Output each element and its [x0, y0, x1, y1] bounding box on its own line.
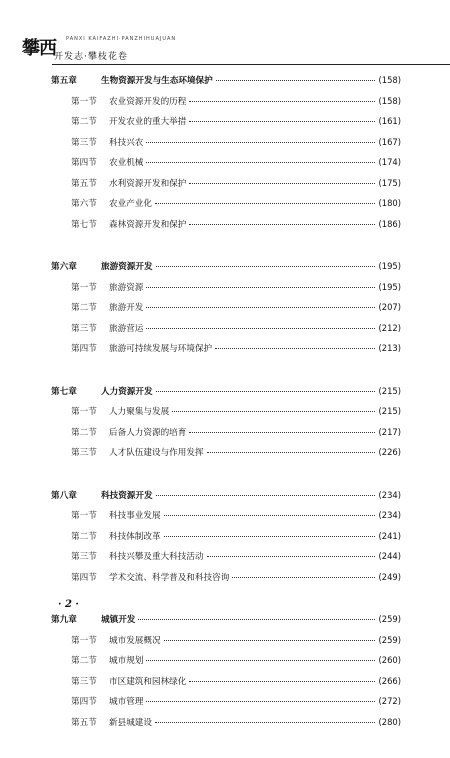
entry-page: (280) [378, 716, 401, 727]
chapter-block [51, 489, 401, 592]
entry-title: 森林资源开发和保护 [109, 219, 187, 230]
dot-leader [189, 681, 375, 682]
entry-number: 第一节 [71, 96, 97, 107]
chapter-entry [51, 489, 401, 510]
entry-number: 第二节 [71, 117, 97, 127]
dot-leader [156, 495, 376, 496]
entry-title: 旅游可持续发展与环境保护 [109, 344, 213, 354]
dot-leader [156, 391, 376, 392]
chapter-block [51, 74, 401, 238]
dot-leader [232, 577, 375, 578]
entry-page: (215) [378, 385, 401, 396]
entry-number: 第六节 [71, 199, 97, 209]
entry-number: 第一节 [71, 282, 97, 293]
entry-page: (161) [378, 116, 401, 126]
dot-leader [189, 224, 375, 225]
chapter-entry [51, 260, 401, 281]
dot-leader [146, 660, 375, 661]
entry-number: 第三节 [71, 448, 97, 458]
entry-number: 第九章 [51, 615, 77, 625]
entry-title: 城市规划 [109, 656, 144, 666]
dot-leader [146, 162, 375, 163]
dot-leader [164, 536, 376, 537]
chapter-entry [51, 74, 401, 95]
section-entry [51, 95, 401, 116]
entry-page: (226) [378, 447, 401, 457]
entry-page: (217) [378, 426, 401, 437]
entry-page: (195) [378, 261, 401, 271]
entry-page: (241) [378, 530, 401, 541]
entry-title: 学术交流、科学普及和科技咨询 [109, 572, 230, 583]
dot-leader [189, 101, 375, 102]
entry-page: (180) [378, 198, 401, 208]
section-entry [51, 301, 401, 322]
dot-leader [189, 121, 375, 122]
section-entry [51, 177, 401, 198]
section-entry [51, 571, 401, 592]
page-number: · 2 · [58, 599, 79, 610]
section-entry [51, 446, 401, 467]
entry-title: 科技兴攀及重大科技活动 [109, 552, 204, 562]
entry-title: 农业产业化 [109, 199, 152, 209]
entry-page: (175) [378, 177, 401, 188]
entry-number: 第七章 [51, 386, 77, 397]
section-entry [51, 156, 401, 177]
entry-number: 第二节 [71, 427, 97, 438]
chapter-entry [51, 385, 401, 406]
entry-title: 人力资源开发 [101, 386, 153, 397]
entry-number: 第一节 [71, 407, 97, 417]
chapter-block [51, 613, 401, 736]
dot-leader [216, 80, 376, 81]
dot-leader [146, 307, 375, 308]
entry-page: (266) [378, 675, 401, 686]
entry-title: 旅游开发 [109, 303, 144, 313]
entry-number: 第一节 [71, 635, 97, 646]
entry-number: 第四节 [71, 344, 97, 354]
entry-page: (195) [378, 281, 401, 292]
entry-title: 城镇开发 [101, 615, 136, 625]
section-entry [51, 115, 401, 136]
entry-title: 农业资源开发的历程 [109, 96, 187, 107]
header-rule [52, 64, 450, 65]
entry-title: 旅游资源 [109, 282, 144, 293]
dot-leader [207, 556, 376, 557]
volume-subtitle: 开发志·攀枝花卷 [54, 52, 128, 62]
section-entry [51, 322, 401, 343]
entry-title: 科技事业发展 [109, 511, 161, 521]
dot-leader [164, 640, 376, 641]
entry-title: 开发农业的重大举措 [109, 117, 187, 127]
section-entry [51, 675, 401, 696]
entry-number: 第五节 [71, 178, 97, 189]
chapter-block [51, 385, 401, 467]
entry-number: 第五节 [71, 717, 97, 728]
entry-page: (213) [378, 343, 401, 353]
entry-page: (207) [378, 302, 401, 312]
section-entry [51, 550, 401, 571]
entry-page: (244) [378, 551, 401, 561]
dot-leader [146, 142, 375, 143]
entry-number: 第二节 [71, 656, 97, 666]
entry-title: 农业机械 [109, 158, 144, 168]
entry-page: (260) [378, 655, 401, 665]
section-entry [51, 530, 401, 551]
section-entry [51, 695, 401, 716]
entry-page: (259) [378, 614, 401, 624]
dot-leader [156, 266, 376, 267]
entry-number: 第三节 [71, 323, 97, 334]
entry-page: (272) [378, 696, 401, 706]
entry-number: 第七节 [71, 219, 97, 230]
entry-title: 科技兴农 [109, 137, 144, 148]
entry-page: (259) [378, 634, 401, 645]
section-entry [51, 136, 401, 157]
dot-leader [146, 287, 375, 288]
running-header [22, 34, 430, 68]
table-of-contents [51, 74, 401, 758]
entry-title: 旅游资源开发 [101, 262, 153, 272]
section-entry [51, 405, 401, 426]
series-pinyin: PANXI KAIFAZHI·PANZHIHUAJUAN [66, 36, 177, 42]
dot-leader [146, 328, 375, 329]
section-entry [51, 342, 401, 363]
entry-title: 新县城建设 [109, 717, 152, 728]
dot-leader [155, 722, 375, 723]
entry-title: 生物资源开发与生态环境保护 [101, 76, 213, 86]
section-entry [51, 716, 401, 737]
entry-number: 第三节 [71, 552, 97, 562]
entry-page: (186) [378, 218, 401, 229]
dot-leader [215, 348, 375, 349]
section-entry [51, 197, 401, 218]
entry-page: (158) [378, 95, 401, 106]
entry-title: 水利资源开发和保护 [109, 178, 187, 189]
entry-page: (212) [378, 322, 401, 333]
entry-page: (215) [378, 406, 401, 416]
chapter-block [51, 260, 401, 363]
dot-leader [189, 183, 375, 184]
entry-title: 后备人力资源的培育 [109, 427, 187, 438]
dot-leader [172, 411, 375, 412]
series-logo: 攀西 [22, 38, 56, 59]
entry-number: 第五章 [51, 76, 77, 86]
entry-number: 第三节 [71, 676, 97, 687]
entry-title: 市区建筑和园林绿化 [109, 676, 187, 687]
dot-leader [155, 203, 375, 204]
entry-number: 第八章 [51, 490, 77, 501]
entry-title: 城市发展概况 [109, 635, 161, 646]
entry-page: (234) [378, 510, 401, 520]
entry-page: (167) [378, 136, 401, 147]
section-entry [51, 654, 401, 675]
section-entry [51, 426, 401, 447]
entry-number: 第四节 [71, 158, 97, 168]
section-entry [51, 634, 401, 655]
entry-number: 第四节 [71, 572, 97, 583]
entry-number: 第三节 [71, 137, 97, 148]
dot-leader [164, 515, 376, 516]
dot-leader [207, 452, 376, 453]
entry-title: 人才队伍建设与作用发挥 [109, 448, 204, 458]
dot-leader [138, 619, 375, 620]
entry-page: (234) [378, 489, 401, 500]
entry-title: 人力聚集与发展 [109, 407, 170, 417]
entry-title: 旅游营运 [109, 323, 144, 334]
section-entry [51, 509, 401, 530]
entry-number: 第一节 [71, 511, 97, 521]
dot-leader [146, 701, 375, 702]
entry-number: 第六章 [51, 262, 77, 272]
entry-title: 科技体制改革 [109, 531, 161, 542]
entry-number: 第四节 [71, 697, 97, 707]
chapter-entry [51, 613, 401, 634]
entry-title: 城市管理 [109, 697, 144, 707]
section-entry [51, 218, 401, 239]
dot-leader [189, 432, 375, 433]
entry-page: (158) [378, 75, 401, 85]
entry-number: 第二节 [71, 531, 97, 542]
section-entry [51, 281, 401, 302]
entry-page: (174) [378, 157, 401, 167]
entry-title: 科技资源开发 [101, 490, 153, 501]
entry-number: 第二节 [71, 303, 97, 313]
entry-page: (249) [378, 571, 401, 582]
